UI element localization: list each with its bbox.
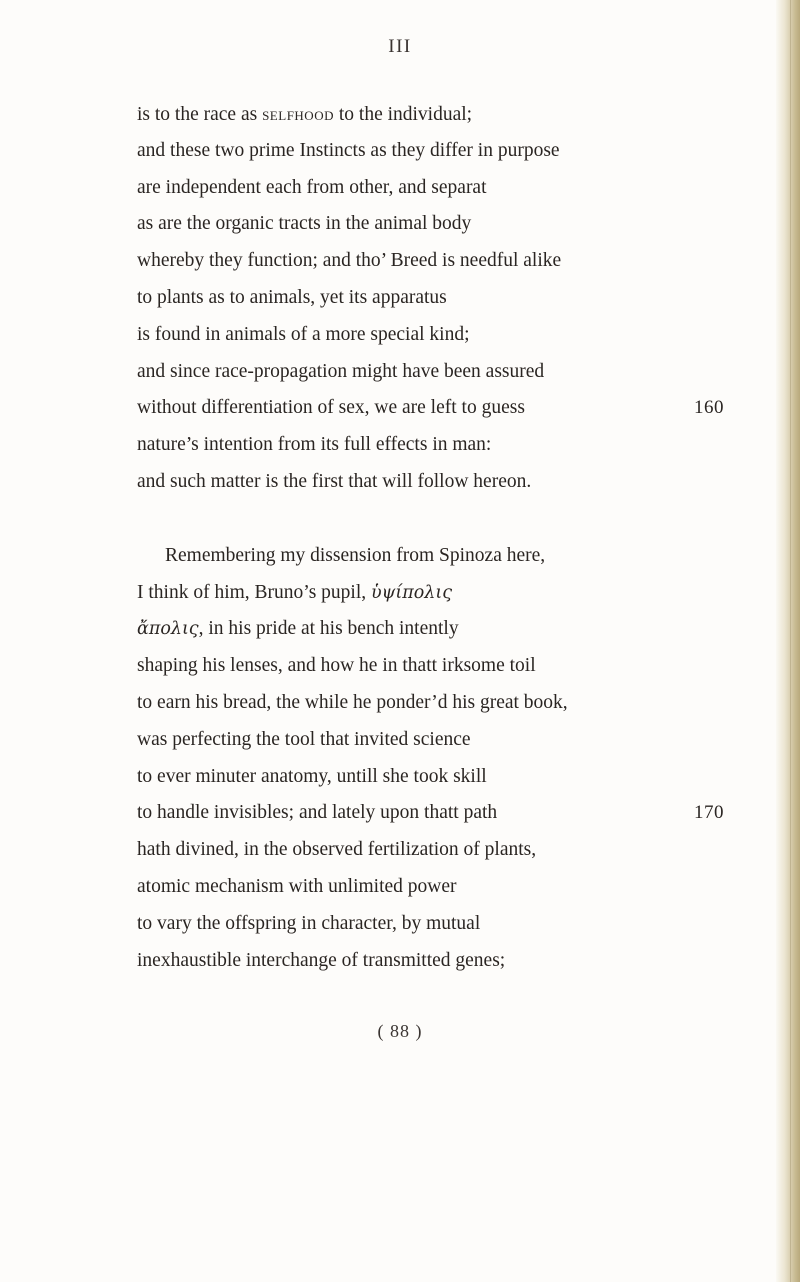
poem-line — [137, 759, 697, 796]
line-number: 160 — [694, 397, 724, 419]
line-text: hath divined, in the observed fertilization of plants, — [137, 839, 537, 861]
poem-line — [137, 427, 697, 464]
line-text: and since race-propagation might have been assured — [137, 360, 545, 382]
line-text: and these two prime Instincts as they differ in purpose — [137, 139, 560, 161]
poem-line — [137, 170, 697, 207]
line-text: atomic mechanism with unlimited power — [137, 875, 457, 897]
line-text: to earn his bread, the while he ponder’d his great book, — [137, 691, 568, 713]
poem-line — [137, 280, 697, 317]
poem-line — [137, 243, 697, 280]
line-number: 170 — [694, 802, 724, 824]
line-text: as are the organic tracts in the animal body — [137, 213, 472, 235]
line-text: is to the race as — [137, 104, 263, 125]
page-edge — [776, 0, 800, 1282]
line-text: is found in animals of a more special kind; — [137, 323, 470, 345]
poem-line — [137, 464, 697, 501]
stanza-gap — [137, 501, 697, 538]
poem-line — [137, 943, 697, 980]
poem-line — [137, 648, 697, 685]
line-text: are independent each from other, and separat — [137, 176, 487, 198]
line-text: Remembering my dissension from Spinoza here, — [165, 544, 546, 566]
line-text: to ever minuter anatomy, untill she took skill — [137, 765, 487, 787]
poem-line — [137, 611, 697, 648]
page-number: ( 88 ) — [377, 1021, 423, 1041]
greek-word: ὑψίπολις — [371, 582, 453, 603]
small-caps-word: selfhood — [262, 104, 334, 124]
poem-line — [137, 317, 697, 354]
line-text: to the individual; — [333, 104, 473, 125]
line-text: and such matter is the first that will follow hereon. — [137, 470, 532, 492]
poem-line — [137, 722, 697, 759]
stanza-2 — [137, 538, 724, 980]
poem-line — [137, 390, 724, 427]
poem-line — [137, 538, 697, 575]
poem-line — [137, 685, 697, 722]
poem-line — [137, 869, 697, 906]
poem-line — [137, 795, 724, 832]
poem-line — [137, 906, 697, 943]
line-text: nature’s intention from its full effects in man: — [137, 434, 492, 456]
line-text: whereby they function; and tho’ Breed is needful alike — [137, 250, 562, 272]
poem-line — [137, 354, 697, 391]
line-text: to handle invisibles; and lately upon thatt path — [137, 802, 498, 824]
line-text: without differentiation of sex, we are left to guess — [137, 397, 525, 419]
running-head: III — [388, 36, 412, 57]
stanza-1 — [137, 96, 724, 501]
line-text: inexhaustible interchange of transmitted genes; — [137, 949, 506, 971]
line-text: to plants as to animals, yet its apparatus — [137, 286, 447, 308]
poem-line — [137, 832, 697, 869]
poem-line — [137, 575, 697, 612]
poem-text — [137, 96, 724, 979]
line-text: to vary the offspring in character, by mutual — [137, 912, 481, 934]
greek-word: ἄπολις — [137, 619, 199, 640]
poem-line — [137, 133, 697, 170]
line-text: shaping his lenses, and how he in thatt irksome toil — [137, 655, 536, 677]
poem-line — [137, 96, 697, 133]
poem-line — [137, 206, 697, 243]
line-text: I think of him, Bruno’s pupil, — [137, 581, 371, 603]
line-text: , in his pride at his bench intently — [198, 618, 459, 640]
line-text: was perfecting the tool that invited science — [137, 728, 471, 750]
